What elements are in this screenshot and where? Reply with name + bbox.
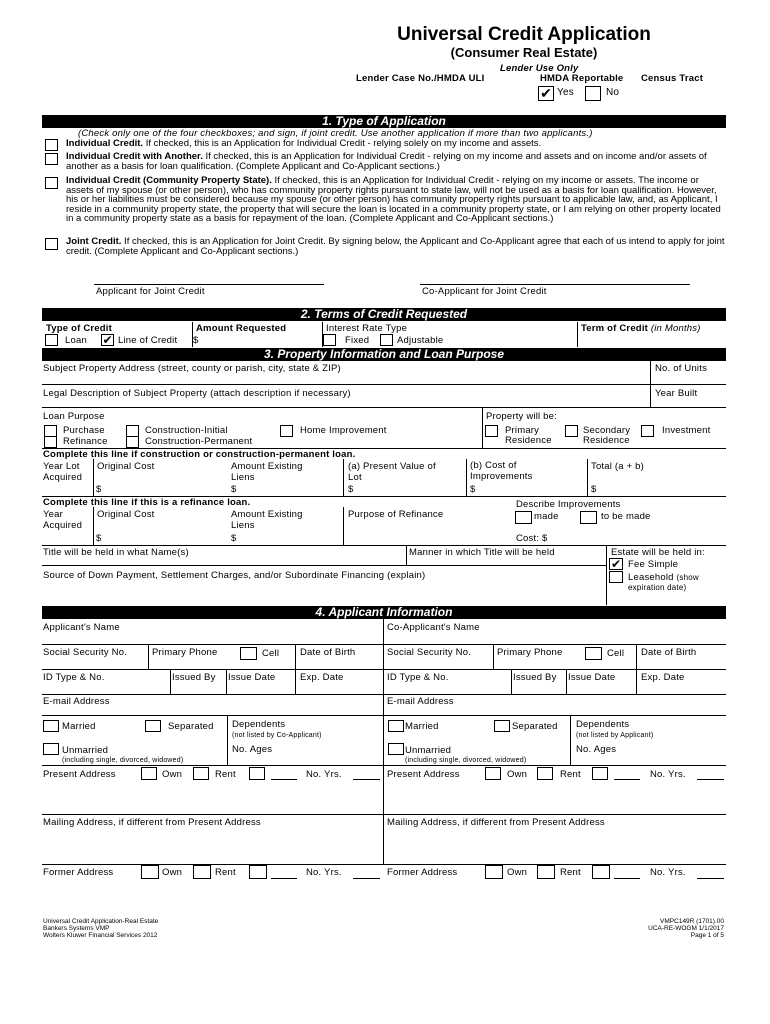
total-label: Total (a + b): [591, 461, 645, 472]
coapplicant-signature-label: Co-Applicant for Joint Credit: [422, 286, 547, 297]
leasehold-checkbox[interactable]: [609, 571, 623, 583]
improvements-made-checkbox[interactable]: [515, 511, 532, 524]
refi-acquired-label: Acquired: [43, 520, 83, 531]
coapplicant-exp-date-label: Exp. Date: [641, 672, 685, 683]
amount-requested-field[interactable]: $: [193, 335, 199, 346]
coapplicant-married-label: Married: [405, 721, 439, 732]
home-improvement-checkbox[interactable]: [280, 425, 293, 437]
applicant-id-label: ID Type & No.: [43, 672, 105, 683]
coapplicant-present-extra-checkbox[interactable]: [592, 767, 608, 780]
coapplicant-unmarried-label: Unmarried: [405, 745, 452, 756]
individual-with-another-text: Individual Credit with Another. If checked, this is an Application for Individual Credit - relying on my income and assets and on income and/or assets of another as a basis for loan qualification. (Complete Applicant and Co-Applicant sections.): [66, 151, 707, 172]
total-field[interactable]: $: [591, 484, 597, 495]
applicant-present-rent-checkbox[interactable]: [193, 767, 209, 780]
hmda-no-label: No: [606, 87, 620, 98]
applicant-unmarried-label: Unmarried: [62, 745, 109, 756]
loan-checkbox[interactable]: [45, 334, 58, 346]
coapplicant-separated-checkbox[interactable]: [494, 720, 510, 732]
property-will-be-label: Property will be:: [486, 411, 557, 422]
refi-original-cost-field[interactable]: $: [96, 533, 102, 544]
applicant-unmarried-checkbox[interactable]: [43, 743, 59, 755]
page-title: Universal Credit Application: [397, 24, 651, 45]
section-3-header: 3. Property Information and Loan Purpose: [42, 348, 726, 361]
made-label: made: [534, 511, 559, 522]
applicant-not-listed-label: (not listed by Co-Applicant): [232, 732, 322, 739]
applicant-cell-label: Cell: [262, 648, 280, 659]
applicant-present-own-label: Own: [162, 769, 183, 780]
construction-permanent-label: Construction-Permanent: [145, 436, 253, 447]
applicant-former-years-label: No. Yrs.: [306, 867, 342, 878]
coapplicant-dependents-label: Dependents: [576, 719, 630, 730]
lot-label: Lot: [348, 472, 362, 483]
line-of-credit-checkbox[interactable]: ✔: [102, 333, 113, 347]
coapplicant-issue-date-label: Issue Date: [568, 672, 616, 683]
coapplicant-unmarried-checkbox[interactable]: [388, 743, 404, 755]
purchase-label: Purchase: [63, 425, 105, 436]
applicant-married-label: Married: [62, 721, 96, 732]
footer-right: VMPC149R (1701).00 UCA-RE-WOGM 1/1/2017 Page 1 of 5: [648, 918, 724, 939]
refinance-label: Refinance: [63, 436, 108, 447]
year-built-label: Year Built: [655, 388, 698, 399]
units-label: No. of Units: [655, 363, 708, 374]
purpose-of-refinance-label: Purpose of Refinance: [348, 509, 444, 520]
term-of-credit-label: Term of Credit (in Months): [581, 323, 701, 334]
legal-description-label: Legal Description of Subject Property (attach description if necessary): [43, 388, 351, 399]
coapplicant-former-rent-checkbox[interactable]: [537, 865, 555, 879]
applicant-dependents-label: Dependents: [232, 719, 286, 730]
coapplicant-mailing-address-label: Mailing Address, if different from Present Address: [387, 817, 605, 828]
present-value-label: (a) Present Value of: [348, 461, 436, 472]
fixed-label: Fixed: [345, 335, 370, 346]
refi-amount-existing-label: Amount Existing: [231, 509, 303, 520]
home-improvement-label: Home Improvement: [300, 425, 387, 436]
investment-checkbox[interactable]: [641, 425, 654, 437]
year-lot-label: Year Lot: [43, 461, 80, 472]
interest-rate-type-label: Interest Rate Type: [326, 323, 408, 334]
coapplicant-present-rent-checkbox[interactable]: [537, 767, 553, 780]
coapplicant-present-address-label: Present Address: [387, 769, 460, 780]
coapplicant-including-label: (including single, divorced, widowed): [405, 757, 527, 764]
fixed-checkbox[interactable]: [323, 334, 336, 346]
applicant-issued-by-label: Issued By: [172, 672, 216, 683]
applicant-former-own-label: Own: [162, 867, 183, 878]
liens-field[interactable]: $: [231, 484, 237, 495]
leasehold-label: Leasehold (show: [628, 572, 699, 583]
coapplicant-ssn-label: Social Security No.: [387, 647, 472, 658]
hmda-label: HMDA Reportable: [540, 73, 624, 84]
coapplicant-married-checkbox[interactable]: [388, 720, 404, 732]
coapplicant-former-address-label: Former Address: [387, 867, 458, 878]
applicant-including-label: (including single, divorced, widowed): [62, 757, 184, 764]
original-cost-label: Original Cost: [97, 461, 155, 472]
applicant-issue-date-label: Issue Date: [228, 672, 276, 683]
loan-label: Loan: [65, 335, 87, 346]
construction-permanent-checkbox[interactable]: [126, 436, 139, 448]
manner-title-label: Manner in which Title will be held: [409, 547, 555, 558]
lender-use-only: Lender Use Only: [500, 63, 579, 74]
coapplicant-former-own-checkbox[interactable]: [485, 865, 503, 879]
section-1-header: 1. Type of Application: [42, 115, 726, 128]
to-be-made-label: to be made: [601, 511, 651, 522]
hmda-yes-label: Yes: [557, 87, 574, 98]
amount-existing-liens-label: Amount Existing: [231, 461, 303, 472]
coapplicant-email-label: E-mail Address: [387, 696, 454, 707]
coapplicant-no-ages-label: No. Ages: [576, 744, 617, 755]
applicant-signature-label: Applicant for Joint Credit: [96, 286, 205, 297]
describe-improvements-label: Describe Improvements: [516, 499, 621, 510]
applicant-signature-line[interactable]: [94, 284, 324, 285]
primary-residence-checkbox[interactable]: [485, 425, 498, 437]
coapplicant-present-own-label: Own: [507, 769, 528, 780]
applicant-present-years-label: No. Yrs.: [306, 769, 342, 780]
applicant-dob-label: Date of Birth: [300, 647, 356, 658]
title-held-label: Title will be held in what Name(s): [43, 547, 189, 558]
applicant-no-ages-label: No. Ages: [232, 744, 273, 755]
individual-with-another-checkbox[interactable]: [45, 153, 58, 165]
refi-year-label: Year: [43, 509, 63, 520]
refinance-line-label: Complete this line if this is a refinance loan.: [43, 497, 251, 508]
secondary-label: Secondary: [583, 425, 631, 436]
coapplicant-present-years-label: No. Yrs.: [650, 769, 686, 780]
refi-original-cost-label: Original Cost: [97, 509, 155, 520]
present-value-field[interactable]: $: [348, 484, 354, 495]
refi-liens-label: Liens: [231, 520, 255, 531]
coapplicant-former-rent-label: Rent: [560, 867, 581, 878]
community-property-checkbox[interactable]: [45, 177, 58, 189]
applicant-present-address-label: Present Address: [43, 769, 116, 780]
cost-of-label: (b) Cost of: [470, 460, 517, 471]
community-property-text: Individual Credit (Community Property State). If checked, this is an Application for Individual Credit - relying on my income or assets. The income or assets of my spouse (or other person), who has community property rights pursuant to state law, will not be used as a basis for loan qualification. However, his or her liabilities must be considered because my spouse (or other person) has community property rights pursuant to applicable law, and, as Applicant, I reside in a community property state, the property that will secure the loan is located in a community property state, or I am relying on other property located in a community property state as a basis for repayment of the loan. (Complete Applicant and Co-Applicant sections.): [66, 175, 721, 224]
applicant-ssn-label: Social Security No.: [43, 647, 128, 658]
joint-credit-text: Joint Credit. If checked, this is an Application for Joint Credit. By signing below, the Applicant and Co-Applicant agree that each of us intend to apply for joint credit. (Complete Applicant and Co-Applicant sections.): [66, 236, 725, 257]
coapplicant-present-own-checkbox[interactable]: [485, 767, 501, 780]
coapplicant-former-extra-checkbox[interactable]: [592, 865, 610, 879]
applicant-former-address-label: Former Address: [43, 867, 114, 878]
coapplicant-signature-line[interactable]: [420, 284, 690, 285]
applicant-separated-label: Separated: [168, 721, 214, 732]
applicant-former-own-checkbox[interactable]: [141, 865, 159, 879]
type-of-credit-label: Type of Credit: [46, 323, 112, 334]
investment-label: Investment: [662, 425, 711, 436]
applicant-present-extra-checkbox[interactable]: [249, 767, 265, 780]
section-2-header: 2. Terms of Credit Requested: [42, 308, 726, 321]
fee-simple-label: Fee Simple: [628, 559, 679, 570]
secondary-residence-checkbox[interactable]: [565, 425, 578, 437]
coapplicant-not-listed-label: (not listed by Applicant): [576, 732, 654, 739]
hmda-no-checkbox[interactable]: [585, 86, 601, 101]
primary-label: Primary: [505, 425, 540, 436]
original-cost-field[interactable]: $: [96, 484, 102, 495]
fee-simple-checkbox[interactable]: ✔: [610, 557, 622, 571]
construction-line-label: Complete this line if construction or construction-permanent loan.: [43, 449, 356, 460]
adjustable-checkbox[interactable]: [380, 334, 393, 346]
coapplicant-name-label: Co-Applicant's Name: [387, 622, 480, 633]
section-4-header: 4. Applicant Information: [42, 606, 726, 619]
construction-initial-label: Construction-Initial: [145, 425, 228, 436]
liens-label: Liens: [231, 472, 255, 483]
cost-of-improvements-field[interactable]: $: [470, 484, 476, 495]
refinance-checkbox[interactable]: [44, 436, 57, 448]
applicant-present-own-checkbox[interactable]: [141, 767, 157, 780]
amount-requested-label: Amount Requested: [196, 323, 287, 334]
estate-label: Estate will be held in:: [611, 547, 705, 558]
primary-residence-label: Residence: [505, 435, 552, 446]
applicant-former-rent-label: Rent: [215, 867, 236, 878]
applicant-present-rent-label: Rent: [215, 769, 236, 780]
applicant-mailing-address-label: Mailing Address, if different from Present Address: [43, 817, 261, 828]
applicant-phone-label: Primary Phone: [152, 647, 218, 658]
improvement-cost-field[interactable]: Cost: $: [516, 533, 548, 544]
coapplicant-cell-checkbox[interactable]: [585, 647, 602, 660]
expiration-label: expiration date): [628, 583, 687, 592]
coapplicant-phone-label: Primary Phone: [497, 647, 563, 658]
census-label: Census Tract: [641, 73, 704, 84]
case-no-label: Lender Case No./HMDA ULI: [356, 73, 485, 84]
individual-credit-checkbox[interactable]: [45, 139, 58, 151]
footer-left: Universal Credit Application-Real Estate Bankers Systems VMP Wolters Kluwer Financial Services 2012: [43, 918, 159, 939]
loan-purpose-label: Loan Purpose: [43, 411, 105, 422]
section-1-intro: (Check only one of the four checkboxes; and sign, if joint credit. Use another application if more than two applicants.): [78, 128, 593, 139]
refi-liens-field[interactable]: $: [231, 533, 237, 544]
applicant-cell-checkbox[interactable]: [240, 647, 257, 660]
coapplicant-former-years-label: No. Yrs.: [650, 867, 686, 878]
hmda-yes-checkbox[interactable]: ✔: [538, 86, 554, 101]
applicant-name-label: Applicant's Name: [43, 622, 120, 633]
secondary-residence-label: Residence: [583, 435, 630, 446]
source-down-payment-label: Source of Down Payment, Settlement Charges, and/or Subordinate Financing (explain): [43, 570, 426, 581]
acquired-label: Acquired: [43, 472, 83, 483]
applicant-email-label: E-mail Address: [43, 696, 110, 707]
page-subtitle: (Consumer Real Estate): [450, 45, 598, 60]
applicant-exp-date-label: Exp. Date: [300, 672, 344, 683]
joint-credit-checkbox[interactable]: [45, 238, 58, 250]
coapplicant-issued-by-label: Issued By: [513, 672, 557, 683]
improvements-label: Improvements: [470, 471, 533, 482]
applicant-separated-checkbox[interactable]: [145, 720, 161, 732]
improvements-to-be-made-checkbox[interactable]: [580, 511, 597, 524]
coapplicant-id-label: ID Type & No.: [387, 672, 449, 683]
coapplicant-separated-label: Separated: [512, 721, 558, 732]
coapplicant-present-rent-label: Rent: [560, 769, 581, 780]
individual-credit-text: Individual Credit. If checked, this is an Application for Individual Credit - relying solely on my income and assets.: [66, 138, 542, 149]
subject-address-label: Subject Property Address (street, county or parish, city, state & ZIP): [43, 363, 341, 374]
coapplicant-former-own-label: Own: [507, 867, 528, 878]
adjustable-label: Adjustable: [397, 335, 444, 346]
coapplicant-cell-label: Cell: [607, 648, 625, 659]
applicant-married-checkbox[interactable]: [43, 720, 59, 732]
coapplicant-dob-label: Date of Birth: [641, 647, 697, 658]
applicant-former-extra-checkbox[interactable]: [249, 865, 267, 879]
line-of-credit-label: Line of Credit: [118, 335, 178, 346]
applicant-former-rent-checkbox[interactable]: [193, 865, 211, 879]
